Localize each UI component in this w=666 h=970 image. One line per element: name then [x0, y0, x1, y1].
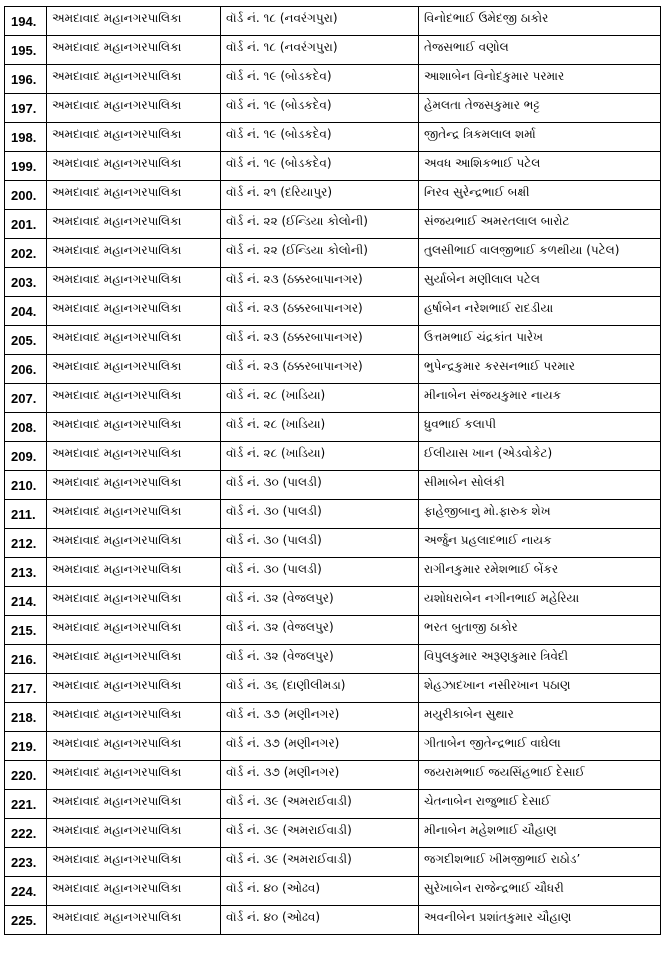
candidate-name-cell: આશાબેન વિનોદકુમાર પરમાર: [419, 65, 661, 94]
serial-number-cell: 219.: [5, 732, 47, 761]
municipal-body-cell: અમદાવાદ મહાનગરપાલિકા: [47, 36, 221, 65]
municipal-body-cell: અમદાવાદ મહાનગરપાલિકા: [47, 355, 221, 384]
candidate-name-cell: ચેતનાબેન રાજુભાઈ દેસાઈ: [419, 790, 661, 819]
candidate-name-cell: જગદીશભાઈ ખીમજીભાઈ રાઠોડ’: [419, 848, 661, 877]
table-row: [5, 297, 661, 326]
ward-cell: વૉર્ડ નં. ૨૮ (ખાડિયા): [221, 413, 419, 442]
municipal-body-cell: અમદાવાદ મહાનગરપાલિકા: [47, 471, 221, 500]
municipal-body-cell: અમદાવાદ મહાનગરપાલિકા: [47, 297, 221, 326]
municipal-body-cell: અમદાવાદ મહાનગરપાલિકા: [47, 7, 221, 36]
table-row: [5, 819, 661, 848]
ward-cell: વૉર્ડ નં. ૩૨ (વેજલપુર): [221, 587, 419, 616]
candidate-name-cell: રાગીનકુમાર રમેશભાઈ બેંકર: [419, 558, 661, 587]
municipal-body-cell: અમદાવાદ મહાનગરપાલિકા: [47, 703, 221, 732]
ward-cell: વૉર્ડ નં. ૨૩ (ઠક્કરબાપાનગર): [221, 326, 419, 355]
candidate-name-cell: યશોધરાબેન નગીનભાઈ મહેરિયા: [419, 587, 661, 616]
municipal-body-cell: અમદાવાદ મહાનગરપાલિકા: [47, 819, 221, 848]
municipal-body-cell: અમદાવાદ મહાનગરપાલિકા: [47, 645, 221, 674]
serial-number-cell: 194.: [5, 7, 47, 36]
candidate-name-cell: મયુરીકાબેન સુથાર: [419, 703, 661, 732]
ward-cell: વૉર્ડ નં. ૧૯ (બોડકદેવ): [221, 152, 419, 181]
municipal-body-cell: અમદાવાદ મહાનગરપાલિકા: [47, 616, 221, 645]
serial-number-cell: 211.: [5, 500, 47, 529]
serial-number-cell: 225.: [5, 906, 47, 935]
serial-number-cell: 200.: [5, 181, 47, 210]
ward-cell: વૉર્ડ નં. ૩૯ (અમરાઈવાડી): [221, 848, 419, 877]
ward-cell: વૉર્ડ નં. ૧૯ (બોડકદેવ): [221, 65, 419, 94]
table-row: [5, 645, 661, 674]
ward-cell: વૉર્ડ નં. ૩૦ (પાલડી): [221, 471, 419, 500]
candidate-name-cell: ઈલીયાસ ખાન (એડવોકેટ): [419, 442, 661, 471]
ward-cell: વૉર્ડ નં. ૧૯ (બોડકદેવ): [221, 94, 419, 123]
ward-cell: વૉર્ડ નં. ૪૦ (ઓઢવ): [221, 877, 419, 906]
serial-number-cell: 209.: [5, 442, 47, 471]
candidate-name-cell: વિનોદભાઈ ઉમેદજી ઠાકોર: [419, 7, 661, 36]
ward-cell: વૉર્ડ નં. ૩૬ (દાણીલીમડા): [221, 674, 419, 703]
municipal-body-cell: અમદાવાદ મહાનગરપાલિકા: [47, 94, 221, 123]
candidate-name-cell: સંજયભાઈ અમરતલાલ બારોટ: [419, 210, 661, 239]
serial-number-cell: 220.: [5, 761, 47, 790]
table-row: [5, 529, 661, 558]
table-row: [5, 210, 661, 239]
serial-number-cell: 208.: [5, 413, 47, 442]
serial-number-cell: 222.: [5, 819, 47, 848]
serial-number-cell: 202.: [5, 239, 47, 268]
municipal-body-cell: અમદાવાદ મહાનગરપાલિકા: [47, 877, 221, 906]
municipal-body-cell: અમદાવાદ મહાનગરપાલિકા: [47, 529, 221, 558]
table-row: [5, 65, 661, 94]
table-row: [5, 703, 661, 732]
table-row: [5, 355, 661, 384]
candidate-name-cell: સુરેખાબેન રાજેન્દ્રભાઈ ચૌધરી: [419, 877, 661, 906]
ward-cell: વૉર્ડ નં. ૩૦ (પાલડી): [221, 500, 419, 529]
ward-cell: વૉર્ડ નં. ૨૩ (ઠક્કરબાપાનગર): [221, 355, 419, 384]
municipal-body-cell: અમદાવાદ મહાનગરપાલિકા: [47, 674, 221, 703]
ward-cell: વૉર્ડ નં. ૩૯ (અમરાઈવાડી): [221, 819, 419, 848]
candidate-name-cell: અવધ આશિકભાઈ પટેલ: [419, 152, 661, 181]
ward-cell: વૉર્ડ નં. ૩૭ (મણીનગર): [221, 761, 419, 790]
ward-cell: વૉર્ડ નં. ૩૨ (વેજલપુર): [221, 616, 419, 645]
candidate-name-cell: વિપુલકુમાર અરૂણકુમાર ત્રિવેદી: [419, 645, 661, 674]
serial-number-cell: 224.: [5, 877, 47, 906]
municipal-body-cell: અમદાવાદ મહાનગરપાલિકા: [47, 587, 221, 616]
serial-number-cell: 204.: [5, 297, 47, 326]
ward-cell: વૉર્ડ નં. ૧૮ (નવરંગપુરા): [221, 36, 419, 65]
serial-number-cell: 201.: [5, 210, 47, 239]
ward-cell: વૉર્ડ નં. ૨૨ (ઈન્ડિયા કોલોની): [221, 210, 419, 239]
ward-cell: વૉર્ડ નં. ૧૯ (બોડકદેવ): [221, 123, 419, 152]
municipal-body-cell: અમદાવાદ મહાનગરપાલિકા: [47, 210, 221, 239]
serial-number-cell: 198.: [5, 123, 47, 152]
candidate-name-cell: સુર્યાબેન મણીલાલ પટેલ: [419, 268, 661, 297]
municipal-body-cell: અમદાવાદ મહાનગરપાલિકા: [47, 732, 221, 761]
table-row: [5, 790, 661, 819]
municipal-body-cell: અમદાવાદ મહાનગરપાલિકા: [47, 500, 221, 529]
serial-number-cell: 223.: [5, 848, 47, 877]
candidate-name-cell: તેજસભાઈ વણોલ: [419, 36, 661, 65]
ward-cell: વૉર્ડ નં. ૩૯ (અમરાઈવાડી): [221, 790, 419, 819]
municipal-body-cell: અમદાવાદ મહાનગરપાલિકા: [47, 558, 221, 587]
table-row: [5, 732, 661, 761]
candidate-name-cell: ધ્રુવભાઈ કલાપી: [419, 413, 661, 442]
candidate-name-cell: તુલસીભાઈ વાલજીભાઈ કળથીયા (પટેલ): [419, 239, 661, 268]
table-row: [5, 906, 661, 935]
table-row: [5, 442, 661, 471]
candidate-name-cell: અવનીબેન પ્રશાંતકુમાર ચૌહાણ: [419, 906, 661, 935]
table-row: [5, 877, 661, 906]
ward-cell: વૉર્ડ નં. ૧૮ (નવરંગપુરા): [221, 7, 419, 36]
table-row: [5, 7, 661, 36]
serial-number-cell: 199.: [5, 152, 47, 181]
municipal-body-cell: અમદાવાદ મહાનગરપાલિકા: [47, 413, 221, 442]
table-row: [5, 94, 661, 123]
candidate-name-cell: ઉત્તમભાઈ ચંદ્રકાંત પારેખ: [419, 326, 661, 355]
table-row: [5, 587, 661, 616]
serial-number-cell: 216.: [5, 645, 47, 674]
municipal-body-cell: અમદાવાદ મહાનગરપાલિકા: [47, 848, 221, 877]
table-row: [5, 500, 661, 529]
candidate-name-cell: ફાહેજીબાનુ મો.ફારુક શેખ: [419, 500, 661, 529]
municipal-body-cell: અમદાવાદ મહાનગરપાલિકા: [47, 906, 221, 935]
serial-number-cell: 212.: [5, 529, 47, 558]
table-row: [5, 616, 661, 645]
ward-cell: વૉર્ડ નં. ૨૨ (ઈન્ડિયા કોલોની): [221, 239, 419, 268]
serial-number-cell: 210.: [5, 471, 47, 500]
candidate-name-cell: ગીતાબેન જીતેન્દ્રભાઈ વાઘેલા: [419, 732, 661, 761]
ward-cell: વૉર્ડ નં. ૩૨ (વેજલપુર): [221, 645, 419, 674]
table-row: [5, 36, 661, 65]
candidate-name-cell: મીનાબેન સંજયકુમાર નાયક: [419, 384, 661, 413]
table-row: [5, 384, 661, 413]
municipal-body-cell: અમદાવાદ મહાનગરપાલિકા: [47, 326, 221, 355]
candidate-name-cell: હેમલતા તેજસકુમાર ભટ્ટ: [419, 94, 661, 123]
candidate-name-cell: નિરવ સુરેન્દ્રભાઈ બક્ષી: [419, 181, 661, 210]
serial-number-cell: 205.: [5, 326, 47, 355]
candidate-table: [4, 6, 661, 935]
municipal-body-cell: અમદાવાદ મહાનગરપાલિકા: [47, 152, 221, 181]
ward-cell: વૉર્ડ નં. ૩૦ (પાલડી): [221, 529, 419, 558]
municipal-body-cell: અમદાવાદ મહાનગરપાલિકા: [47, 123, 221, 152]
municipal-body-cell: અમદાવાદ મહાનગરપાલિકા: [47, 181, 221, 210]
table-row: [5, 268, 661, 297]
candidate-name-cell: હર્ષાબેન નરેશભાઈ રાદડીયા: [419, 297, 661, 326]
table-row: [5, 471, 661, 500]
serial-number-cell: 197.: [5, 94, 47, 123]
table-row: [5, 413, 661, 442]
ward-cell: વૉર્ડ નં. ૪૦ (ઓઢવ): [221, 906, 419, 935]
serial-number-cell: 195.: [5, 36, 47, 65]
serial-number-cell: 206.: [5, 355, 47, 384]
ward-cell: વૉર્ડ નં. ૩૦ (પાલડી): [221, 558, 419, 587]
ward-cell: વૉર્ડ નં. ૩૭ (મણીનગર): [221, 732, 419, 761]
table-row: [5, 761, 661, 790]
table-row: [5, 674, 661, 703]
candidate-name-cell: ભુપેન્દ્રકુમાર કરસનભાઈ પરમાર: [419, 355, 661, 384]
candidate-name-cell: સીમાબેન સોલંકી: [419, 471, 661, 500]
ward-cell: વૉર્ડ નં. ૩૭ (મણીનગર): [221, 703, 419, 732]
candidate-name-cell: શેહઝાદખાન નસીરખાન પઠાણ: [419, 674, 661, 703]
candidate-name-cell: જયરામભાઈ જયસિંહભાઈ દેસાઈ: [419, 761, 661, 790]
candidate-name-cell: અર્જુન પ્રહલાદભાઈ નાયક: [419, 529, 661, 558]
table-row: [5, 848, 661, 877]
table-row: [5, 181, 661, 210]
serial-number-cell: 218.: [5, 703, 47, 732]
municipal-body-cell: અમદાવાદ મહાનગરપાલિકા: [47, 761, 221, 790]
ward-cell: વૉર્ડ નં. ૨૩ (ઠક્કરબાપાનગર): [221, 268, 419, 297]
candidate-name-cell: ભરત બુતાજી ઠાકોર: [419, 616, 661, 645]
serial-number-cell: 203.: [5, 268, 47, 297]
serial-number-cell: 196.: [5, 65, 47, 94]
serial-number-cell: 221.: [5, 790, 47, 819]
ward-cell: વૉર્ડ નં. ૨૩ (ઠક્કરબાપાનગર): [221, 297, 419, 326]
candidate-name-cell: મીનાબેન મહેશભાઈ ચૌહાણ: [419, 819, 661, 848]
table-row: [5, 326, 661, 355]
municipal-body-cell: અમદાવાદ મહાનગરપાલિકા: [47, 384, 221, 413]
ward-cell: વૉર્ડ નં. ૨૮ (ખાડિયા): [221, 442, 419, 471]
ward-cell: વૉર્ડ નં. ૨૮ (ખાડિયા): [221, 384, 419, 413]
municipal-body-cell: અમદાવાદ મહાનગરપાલિકા: [47, 790, 221, 819]
serial-number-cell: 207.: [5, 384, 47, 413]
serial-number-cell: 215.: [5, 616, 47, 645]
serial-number-cell: 213.: [5, 558, 47, 587]
municipal-body-cell: અમદાવાદ મહાનગરપાલિકા: [47, 442, 221, 471]
table-row: [5, 239, 661, 268]
serial-number-cell: 217.: [5, 674, 47, 703]
candidate-name-cell: જીતેન્દ્ર ત્રિકમલાલ શર્મા: [419, 123, 661, 152]
table-row: [5, 152, 661, 181]
table-row: [5, 123, 661, 152]
ward-cell: વૉર્ડ નં. ૨૧ (દરિયાપુર): [221, 181, 419, 210]
municipal-body-cell: અમદાવાદ મહાનગરપાલિકા: [47, 268, 221, 297]
table-row: [5, 558, 661, 587]
serial-number-cell: 214.: [5, 587, 47, 616]
municipal-body-cell: અમદાવાદ મહાનગરપાલિકા: [47, 65, 221, 94]
municipal-body-cell: અમદાવાદ મહાનગરપાલિકા: [47, 239, 221, 268]
table-body: [5, 7, 661, 935]
